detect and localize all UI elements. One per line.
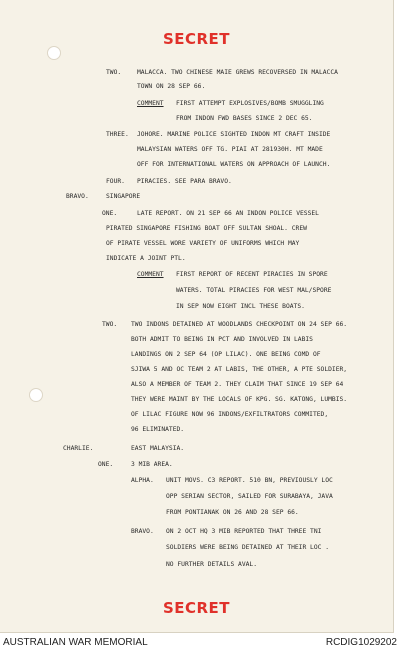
para-number: TWO. <box>102 321 118 328</box>
text-line: NO FURTHER DETAILS AVAL. <box>166 561 257 568</box>
comment-label: COMMENT <box>137 271 164 278</box>
text-line: OFF FOR INTERNATIONAL WATERS ON APPROACH OF LAUNCH. <box>137 161 331 168</box>
text-line: IN SEP NOW EIGHT INCL THESE BOATS. <box>176 303 305 310</box>
text-line: TWO INDONS DETAINED AT WOODLANDS CHECKPOINT ON 24 SEP 66. <box>131 321 348 328</box>
archive-id: RCDIG1029202 <box>325 637 397 648</box>
text-line: 96 ELIMINATED. <box>131 426 185 433</box>
section-title: SINGAPORE <box>106 193 141 200</box>
para-number: TWO. <box>106 69 122 76</box>
classification-header: SECRET <box>162 30 231 48</box>
text-line: 3 MIB AREA. <box>131 461 173 468</box>
text-line: ALSO A MEMBER OF TEAM 2. THEY CLAIM THAT SINCE 19 SEP 64 <box>131 381 344 388</box>
text-line: MALACCA. TWO CHINESE MAIE GREWS RECOVERSED IN MALACCA <box>137 69 338 76</box>
text-line: PIRATED SINGAPORE FISHING BOAT OFF SULTAN SHOAL. CREW <box>106 225 307 232</box>
para-number: FOUR. <box>106 178 125 185</box>
text-line: ON 2 OCT HQ 3 MIB REPORTED THAT THREE TNI <box>166 528 322 535</box>
text-line: SOLDIERS WERE BEING DETAINED AT THEIR LOC . <box>166 544 330 551</box>
classification-footer: SECRET <box>162 599 231 617</box>
text-line: THEY WERE MAINT BY THE LOCALS OF KPG. SG. KATONG, LUMBIS. <box>131 396 348 403</box>
text-line: OPP SERIAN SECTOR, SAILED FOR SURABAYA, JAVA <box>166 493 333 500</box>
sub-para-label: ALPHA. <box>131 477 154 484</box>
text-line: BOTH ADMIT TO BEING IN PCT AND INVOLVED IN LABIS <box>131 336 313 343</box>
text-line: FIRST REPORT OF RECENT PIRACIES IN SPORE <box>176 271 328 278</box>
text-line: SJIWA 5 AND OC TEAM 2 AT LABIS, THE OTHER, A PTE SOLDIER, <box>131 366 348 373</box>
punch-hole <box>47 46 61 60</box>
text-line: MALAYSIAN WATERS OFF TG. PIAI AT 281930H. MT MADE <box>137 146 323 153</box>
text-line: JOHORE. MARINE POLICE SIGHTED INDON MT CRAFT INSIDE <box>137 131 331 138</box>
para-number: THREE. <box>106 131 129 138</box>
text-line: FROM PONTIANAK ON 26 AND 28 SEP 66. <box>166 509 299 516</box>
para-number: ONE. <box>102 210 118 217</box>
para-number: ONE. <box>98 461 114 468</box>
punch-hole <box>29 388 43 402</box>
text-line: LATE REPORT. ON 21 SEP 66 AN INDON POLICE VESSEL <box>137 210 319 217</box>
text-line: FROM INDON FWD BASES SINCE 2 DEC 65. <box>176 115 313 122</box>
section-label: CHARLIE. <box>63 445 94 452</box>
sub-para-label: BRAVO. <box>131 528 154 535</box>
text-line: PIRACIES. SEE PARA BRAVO. <box>137 178 232 185</box>
text-line: OF LILAC FIGURE NOW 96 INDONS/EXFILTRATORS COMMITED, <box>131 411 329 418</box>
archive-credit: AUSTRALIAN WAR MEMORIAL <box>3 637 148 648</box>
text-line: UNIT MOVS. C3 REPORT. 510 BN, PREVIOUSLY LOC <box>166 477 333 484</box>
text-line: OF PIRATE VESSEL WORE VARIETY OF UNIFORMS WHICH MAY <box>106 240 300 247</box>
text-line: WATERS. TOTAL PIRACIES FOR WEST MAL/SPORE <box>176 287 332 294</box>
text-line: FIRST ATTEMPT EXPLOSIVES/BOMB SMUGGLING <box>176 100 324 107</box>
text-line: LANDINGS ON 2 SEP 64 (OP LILAC). ONE BEING COMD OF <box>131 351 321 358</box>
section-label: BRAVO. <box>66 193 89 200</box>
section-title: EAST MALAYSIA. <box>131 445 185 452</box>
text-line: INDICATE A JOINT PTL. <box>106 255 186 262</box>
comment-label: COMMENT <box>137 100 164 107</box>
text-line: TOWN ON 28 SEP 66. <box>137 83 206 90</box>
